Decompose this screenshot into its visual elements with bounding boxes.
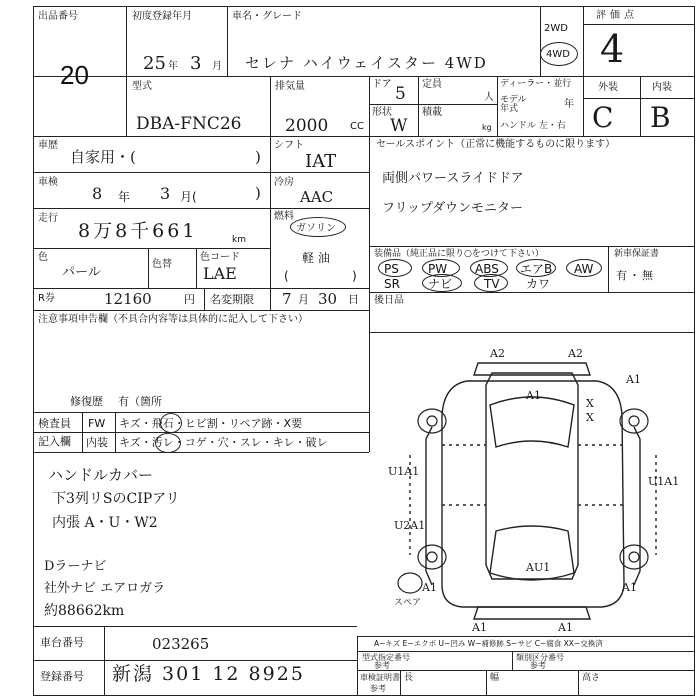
first-reg-year: 25 (143, 53, 166, 74)
damage-a1-roof: A1 (526, 389, 541, 402)
height-label: 高さ (582, 673, 601, 683)
fuel-label: 燃料 (274, 211, 294, 222)
row-divider (33, 452, 369, 453)
displacement-label: 排気量 (275, 81, 305, 92)
int-label: 内装 (652, 82, 672, 93)
first-reg-year-unit: 年 (168, 61, 178, 72)
damage-a2-right: A2 (568, 347, 583, 360)
shape-label: 形状 (372, 107, 392, 118)
name-change-day-unit: 日 (348, 293, 359, 306)
row-divider (369, 292, 695, 293)
handle-label: ハンドル 左・右 (500, 121, 566, 131)
col-divider (270, 136, 271, 310)
inspector-note: Dラーナビ (44, 559, 107, 574)
equip-circle (566, 259, 602, 277)
first-reg-label: 初度登録年月 (132, 11, 192, 22)
damage-a1-bl: A1 (422, 581, 437, 594)
car-roof-outline (486, 373, 578, 579)
col-divider (608, 246, 609, 292)
equip-circle (378, 259, 412, 277)
row-divider (583, 98, 695, 99)
equip-abs: ABS (475, 262, 499, 276)
inspector-row2: キズ・汚レ・コゲ・穴・スレ・キレ・破レ (119, 436, 328, 449)
lot-number: 20 (60, 60, 89, 90)
equip-airbag: エアB (520, 262, 553, 276)
damage-a2-left: A2 (490, 347, 505, 360)
inspector-note: ハンドルカバー (48, 466, 154, 484)
equip-navi: ナビ (428, 277, 453, 291)
equip-tv: TV (484, 277, 500, 291)
drive-4wd: 4WD (546, 49, 570, 60)
name-change-label: 名変期限 (210, 293, 254, 306)
first-reg-month-unit: 月 (212, 61, 222, 72)
capacity-label: 定員 (422, 79, 442, 90)
name-change-day: 30 (318, 290, 338, 308)
inspection-label: 車検 (38, 177, 58, 188)
inspector-row1-head: FW (88, 417, 106, 430)
color-change-label: 色替 (152, 259, 172, 270)
row-divider (33, 412, 369, 413)
model-value: DBA-FNC26 (136, 114, 242, 134)
damage-u1a1-left: U1A1 (388, 465, 420, 478)
ext-value: C (592, 101, 614, 134)
spec-ref: 参考 (374, 661, 390, 670)
row-divider (369, 332, 695, 333)
hub-rl (427, 552, 437, 562)
class-label: 類別区分番号 (516, 653, 564, 662)
doors-label: ドア (372, 79, 392, 90)
mileage-label: 走行 (38, 213, 58, 224)
car-windshield (490, 397, 574, 447)
row-divider (33, 660, 357, 661)
shape-value: W (390, 116, 408, 136)
ext-label: 外装 (598, 82, 618, 93)
damage-a1-right: A1 (626, 373, 641, 386)
damage-u1a1-right: U1A1 (648, 475, 680, 488)
inspector-circle (160, 413, 182, 433)
col-divider (270, 76, 271, 136)
mileage-value: 8万8千661 (78, 220, 198, 242)
equip-aw: AW (574, 262, 594, 276)
damage-a1-bottom-2: A1 (558, 621, 573, 634)
model-year-label: モデル年式 (500, 95, 527, 114)
equip-circle (422, 274, 462, 292)
load-unit: kg (482, 123, 492, 132)
inspection-year: 8 (92, 184, 103, 203)
row-divider (33, 626, 357, 627)
equip-pw: PW (428, 262, 448, 276)
col-divider (126, 6, 127, 136)
row-divider (33, 248, 270, 249)
warranty-label: 新車保証書 (614, 249, 660, 259)
row-divider (33, 310, 369, 311)
displacement-unit: CC (350, 121, 364, 132)
hub-fl (427, 416, 437, 426)
int-value: B (650, 101, 671, 134)
mileage-unit: km (232, 235, 246, 245)
car-name-label: 車名・グレード (232, 11, 302, 22)
inspection-close: ) (255, 184, 261, 202)
damage-a1-br: A1 (622, 581, 637, 594)
inspector-label-2: 記入欄 (38, 435, 71, 448)
row-divider (33, 136, 695, 137)
col-divider (400, 670, 401, 696)
sales-points-label: セールスポイント（正常に機能するものに限ります） (376, 139, 616, 150)
fuel-paren: ( (284, 269, 289, 283)
fuel-paren-close: ) (352, 269, 357, 283)
col-divider (369, 76, 370, 136)
row-divider (369, 246, 695, 247)
inspector-circle (155, 433, 181, 453)
extras-label: 後日品 (374, 295, 404, 306)
inspector-note: 社外ナビ エアロガラ (44, 581, 166, 596)
col-divider (640, 76, 641, 136)
load-label: 積載 (422, 107, 442, 118)
capacity-unit: 人 (484, 92, 494, 103)
col-divider (357, 636, 358, 696)
cert-label: 車検証明書 (360, 673, 400, 682)
col-divider (148, 248, 149, 288)
lot-label: 出品番号 (38, 11, 78, 22)
recycle-value: 12160 (104, 290, 152, 308)
row-divider (33, 172, 369, 173)
width-label: 幅 (490, 673, 500, 683)
color-code-value: LAE (203, 264, 237, 283)
shift-value: IAT (305, 151, 337, 172)
inspector-note: 内張 A・U・W2 (52, 515, 158, 531)
col-divider (369, 332, 370, 452)
inspector-row1: キズ・飛石・ヒビ割・リペア跡・X要 (119, 417, 303, 430)
rear-bumper (474, 607, 590, 619)
registration-value: 新潟 301 12 8925 (112, 663, 305, 685)
col-divider (369, 136, 370, 332)
col-divider (486, 670, 487, 696)
inspector-note: 約88662km (44, 603, 125, 619)
sales-point-1: 両側パワースライドドア (382, 171, 524, 186)
spare-label: スペア (394, 598, 422, 608)
history-value: 自家用・( (70, 148, 136, 166)
row-divider (33, 208, 369, 209)
spare-tire (398, 573, 422, 593)
damage-a1-bottom-1: A1 (472, 621, 487, 634)
inspector-note: 下3列リSのCIPアリ (52, 491, 180, 507)
equip-leather: カワ (526, 277, 551, 291)
rating-value: 4 (600, 27, 625, 71)
class-ref: 参考 (530, 661, 546, 670)
col-divider (540, 6, 541, 76)
col-divider (204, 288, 205, 310)
color-code-label: 色コード (200, 252, 240, 263)
history-close: ) (255, 148, 261, 166)
damage-au1: AU1 (526, 561, 551, 574)
fuel-value: ガソリン (296, 223, 336, 234)
fuel-alt: 軽 油 (302, 251, 330, 265)
notes-label: 注意事項申告欄（不具合内容等は具体的に記入して下さい） (38, 314, 308, 325)
length-label: 長 (404, 673, 414, 683)
car-damage-diagram (372, 335, 694, 635)
chassis-label: 車台番号 (40, 636, 84, 649)
recycle-unit: 円 (184, 293, 195, 306)
name-change-month-unit: 月 (298, 293, 309, 306)
drive-2wd: 2WD (544, 23, 568, 34)
cert-ref: 参考 (370, 684, 386, 693)
row-divider (357, 651, 695, 652)
recycle-label: R券 (38, 293, 55, 304)
rating-label: 評価点 (596, 10, 638, 21)
col-divider (115, 412, 116, 452)
equip-circle (516, 259, 556, 277)
spec-label: 型式指定番号 (362, 653, 410, 662)
damage-x-1: X (586, 397, 594, 410)
equipment-label: 装備品（純正品に限り○をつけて下さい） (374, 249, 544, 259)
damage-x-2: X (586, 411, 594, 424)
row-divider (357, 670, 695, 671)
registration-label: 登録番号 (40, 670, 84, 683)
first-reg-month: 3 (190, 53, 202, 74)
inspector-row2-head: 内装 (86, 436, 108, 449)
col-divider (82, 412, 83, 452)
name-change-month: 7 (282, 290, 292, 308)
col-divider (578, 670, 579, 696)
col-divider (512, 651, 513, 670)
doors-value: 5 (395, 84, 406, 104)
inspection-year-unit: 年 (118, 190, 131, 204)
repair-label: 修復歴 (70, 395, 103, 408)
displacement-value: 2000 (285, 116, 329, 136)
repair-value: 有（箇所 (118, 395, 162, 408)
col-divider (227, 6, 228, 76)
row-divider (369, 104, 497, 105)
col-divider (196, 248, 197, 288)
hub-fr (629, 416, 639, 426)
dealer-label: ディーラー・並行 (500, 79, 572, 89)
row-divider (33, 288, 369, 289)
drive-4wd-circle (540, 42, 578, 66)
wheel-front-right (620, 409, 648, 433)
col-divider (583, 6, 584, 136)
fuel-circle (290, 217, 346, 237)
equip-circle (474, 274, 508, 292)
inspection-month: 3 (160, 184, 171, 203)
row-divider (583, 24, 695, 25)
inspector-label-1: 検査員 (38, 417, 71, 430)
legend-line: A−キズ E−エクボ U−凹み W−補修跡 S−サビ C−腐食 XX−交換済 (374, 639, 603, 648)
row-divider (33, 76, 695, 77)
model-year-unit: 年 (564, 99, 574, 110)
sales-point-2: フリップダウンモニター (382, 201, 524, 216)
hub-rr (629, 552, 639, 562)
damage-u2a1: U2A1 (394, 519, 426, 532)
row-divider (33, 432, 369, 433)
color-value: パール (62, 265, 101, 280)
col-divider (418, 76, 419, 136)
row-divider (357, 636, 695, 637)
model-label: 型式 (132, 81, 152, 92)
col-divider (104, 626, 105, 696)
col-divider (497, 76, 498, 136)
history-label: 車歴 (38, 140, 58, 151)
warranty-value: 有・無 (616, 269, 655, 282)
inspection-month-unit: 月( (180, 190, 197, 204)
color-label: 色 (38, 252, 48, 263)
equip-sr: SR (384, 277, 400, 291)
equip-ps: PS (384, 262, 399, 276)
shift-label: シフト (274, 140, 304, 151)
ac-label: 冷房 (274, 177, 294, 188)
ac-value: AAC (300, 188, 334, 206)
car-name-value: セレナ ハイウェイスター 4WD (245, 54, 488, 72)
chassis-value: 023265 (152, 635, 210, 653)
